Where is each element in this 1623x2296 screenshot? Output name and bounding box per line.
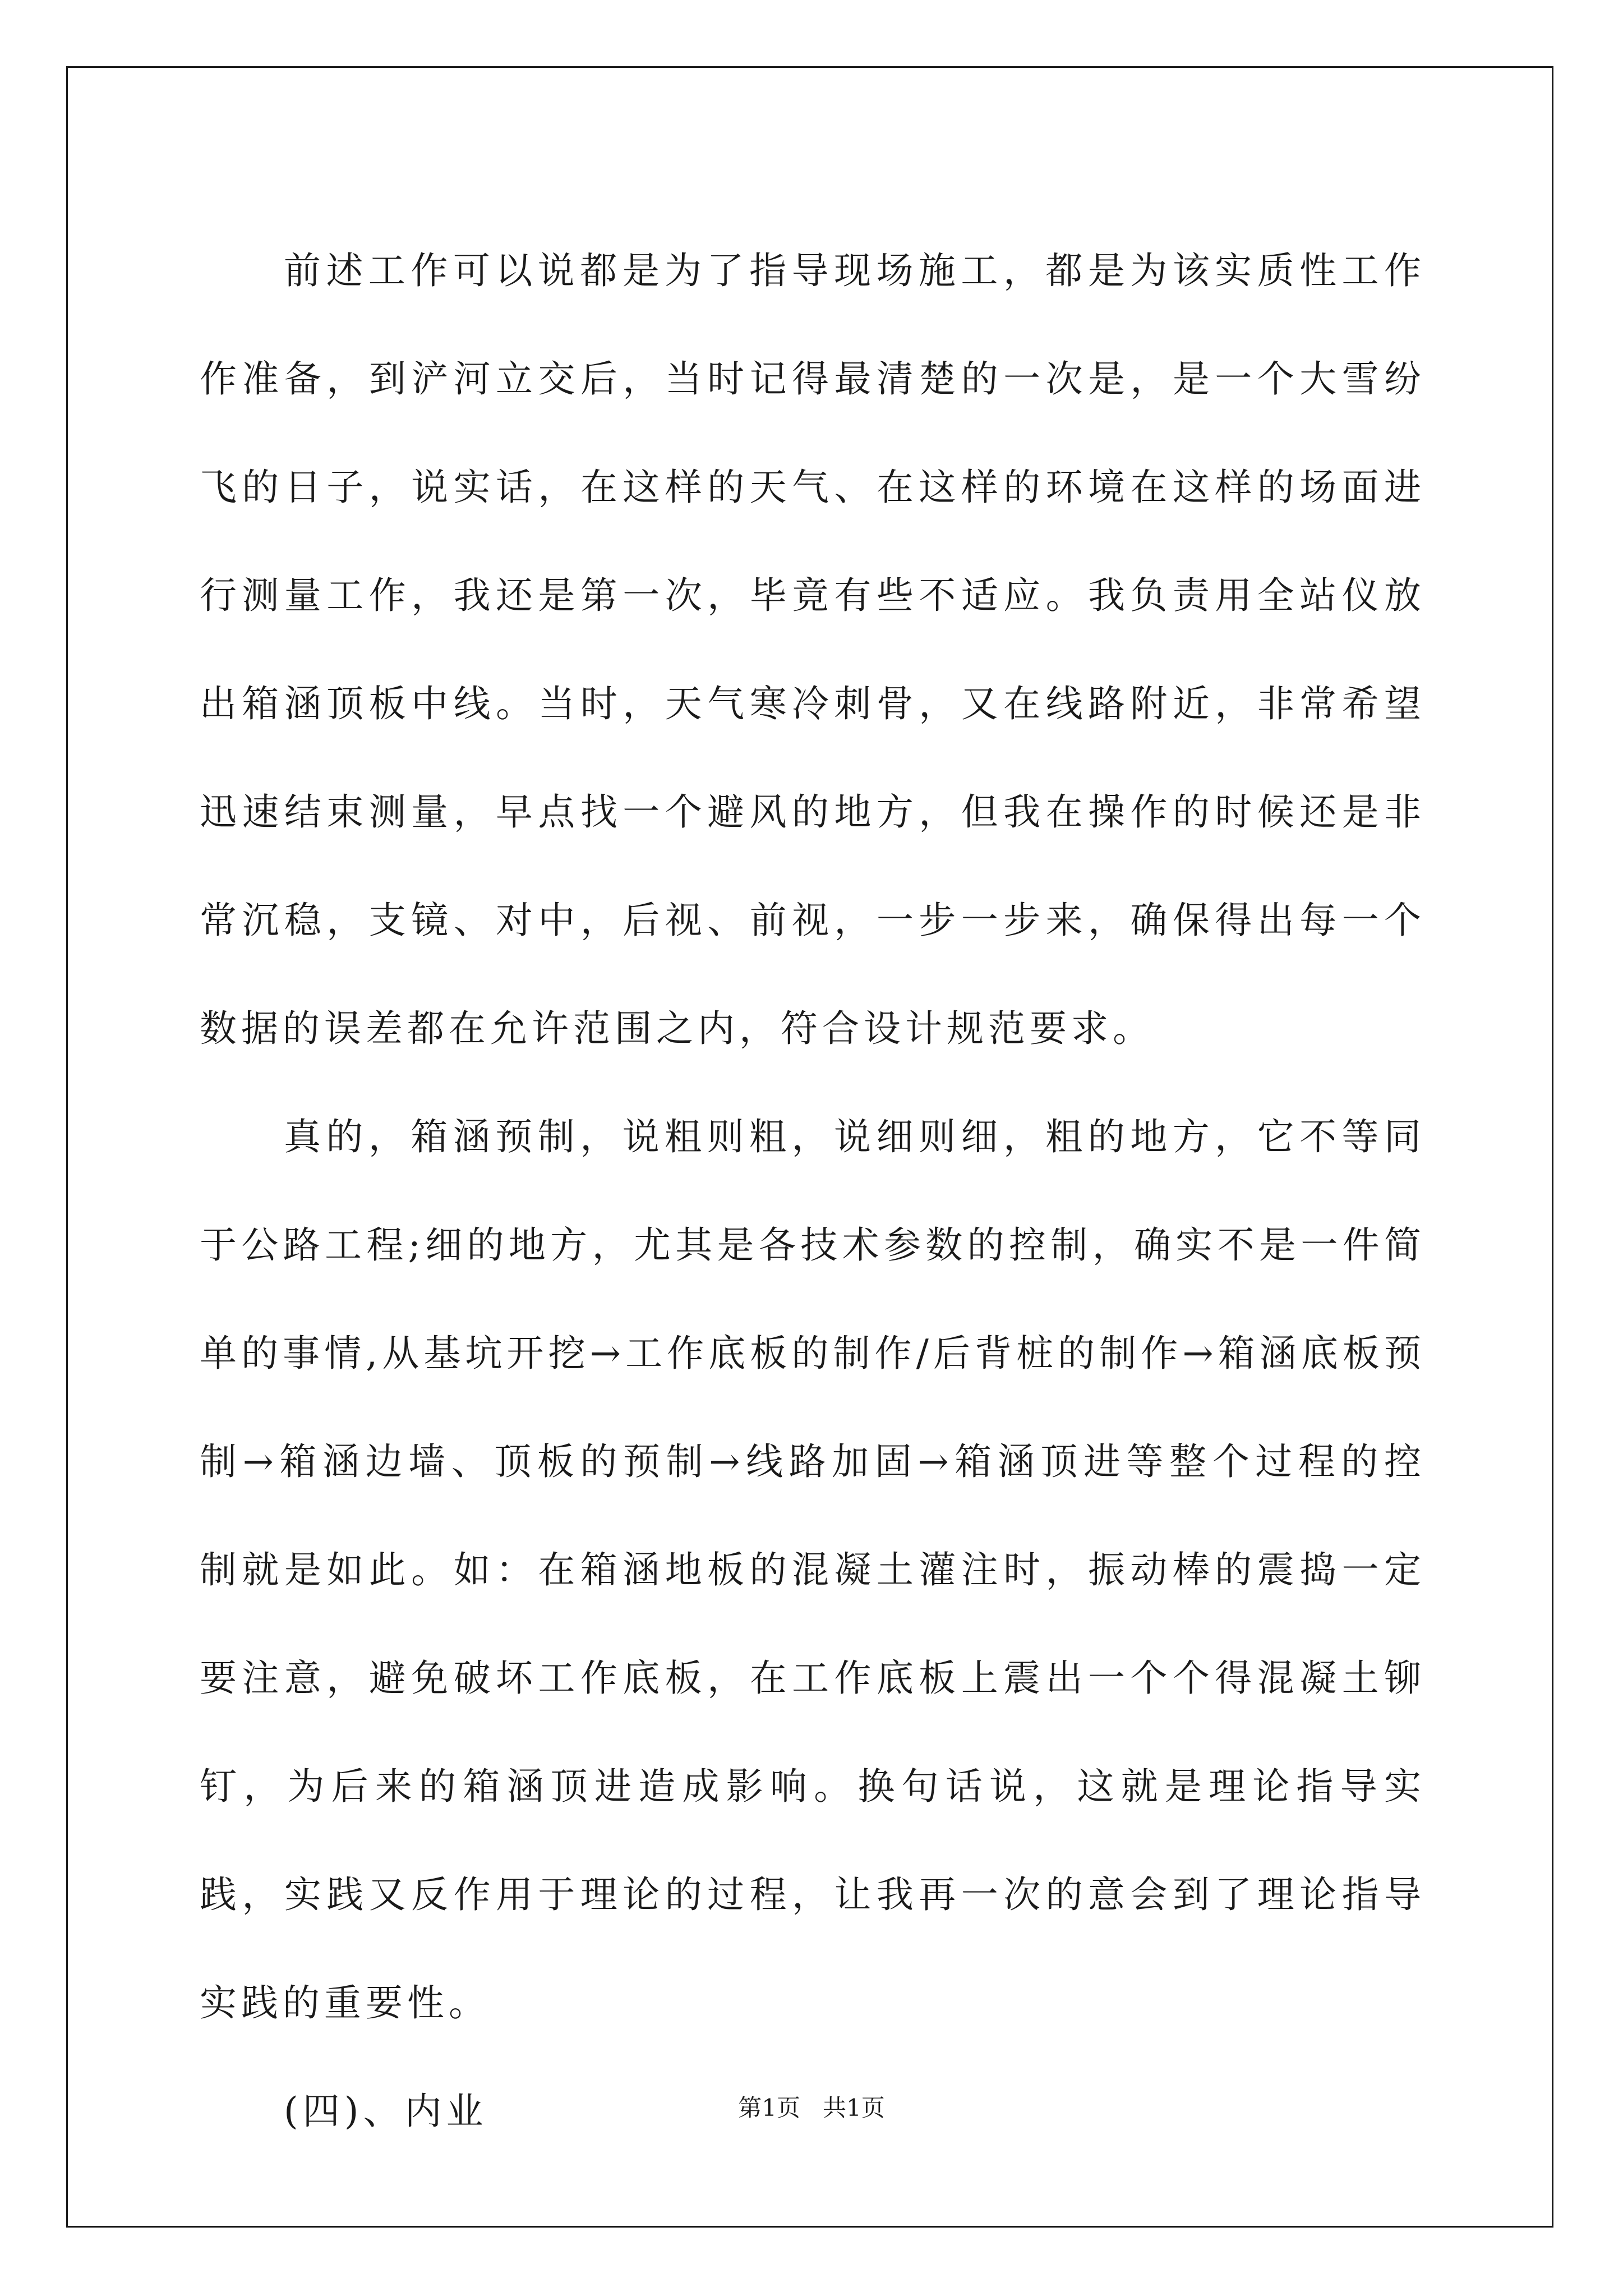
page-footer: [0, 2090, 1623, 2123]
page-number: 第1页: [738, 2094, 800, 2122]
paragraph-2: 真的，箱涵预制，说粗则粗，说细则细，粗的地方，它不等同于公路工程;细的地方，尤其是各技术参数的控制，确实不是一件简单的事情,从基坑开挖→工作底板的制作/后背桩的制作→箱涵底板预制→箱涵边墙、顶板的预制→线路加固→箱涵顶进等整个过程的控制就是如此。如：在箱涵地板的混凝土灌注时，振动棒的震捣一定要注意，避免破坏工作底板，在工作底板上震出一个个得混凝土铆钉，为后来的箱涵顶进造成影响。换句话说，这就是理论指导实践，实践又反作用于理论的过程，让我再一次的意会到了理论指导实践的重要性。: [200, 1115, 1426, 2024]
document-body: [200, 217, 1426, 2165]
paragraph-1: 前述工作可以说都是为了指导现场施工，都是为该实质性工作作准备，到浐河立交后，当时记得最清楚的一次是，是一个大雪纷飞的日子，说实话，在这样的天气、在这样的环境在这样的场面进行测量工作，我还是第一次，毕竟有些不适应。我负责用全站仪放出箱涵顶板中线。当时，天气寒冷刺骨，又在线路附近，非常希望迅速结束测量，早点找一个避风的地方，但我在操作的时候还是非常沉稳，支镜、对中，后视、前视，一步一步来，确保得出每一个数据的误差都在允许范围之内，符合设计规范要求。: [200, 249, 1426, 1050]
page-total: 共1页: [823, 2094, 885, 2122]
section-heading: (四)、内业: [284, 2090, 488, 2133]
